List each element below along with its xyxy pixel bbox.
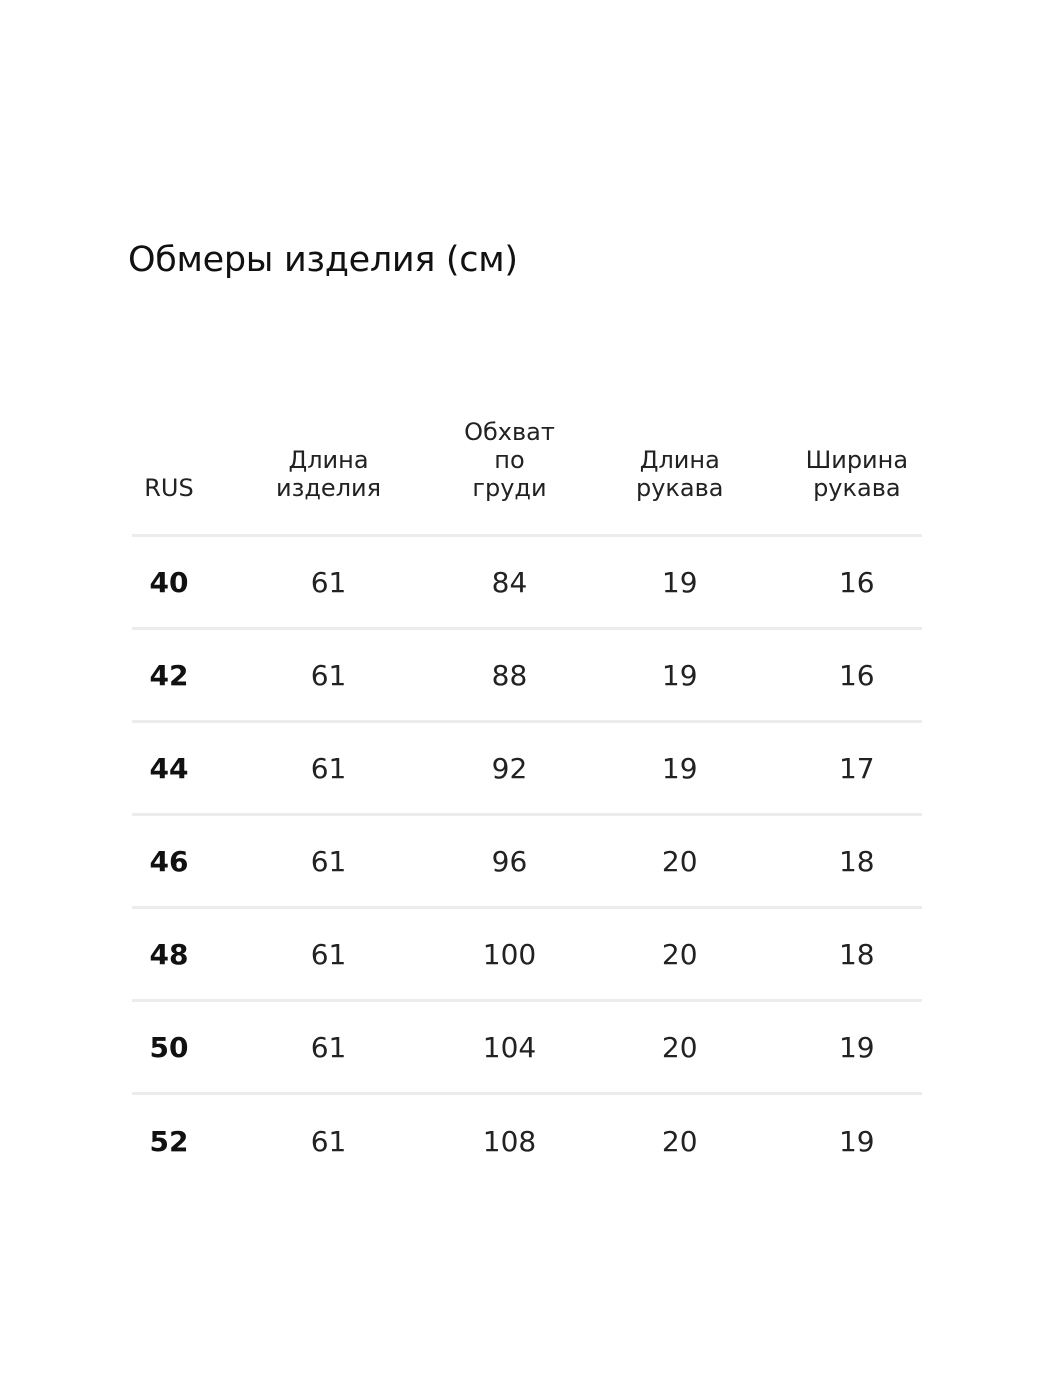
sleeve-width-cell: 19 bbox=[838, 1030, 875, 1064]
length-cell: 61 bbox=[310, 1125, 347, 1158]
sleeve-width-cell: 16 bbox=[838, 565, 875, 599]
size-cell: 46 bbox=[149, 844, 189, 878]
length-cell: 61 bbox=[310, 751, 347, 785]
sleeve-width-cell: 18 bbox=[838, 937, 875, 971]
size-table bbox=[132, 420, 922, 1188]
chest-cell: 84 bbox=[491, 565, 528, 599]
length-cell: 61 bbox=[310, 658, 347, 692]
page-title: Обмеры изделия (см) bbox=[128, 240, 518, 280]
chest-cell: 104 bbox=[482, 1030, 537, 1064]
length-cell: 61 bbox=[310, 937, 347, 971]
size-cell: 40 bbox=[149, 565, 189, 599]
size-cell: 52 bbox=[149, 1125, 189, 1158]
header-sleeve-width: Ширина рукава bbox=[805, 446, 909, 502]
header-sleeve-length: Длина рукава bbox=[635, 446, 724, 502]
table-row bbox=[132, 630, 922, 723]
table-row bbox=[132, 1095, 922, 1188]
sleeve-length-cell: 20 bbox=[661, 1030, 698, 1064]
sleeve-width-cell: 19 bbox=[838, 1125, 875, 1158]
header-chest: Обхват по груди bbox=[464, 418, 555, 502]
sleeve-length-cell: 20 bbox=[661, 1125, 698, 1158]
chest-cell: 88 bbox=[491, 658, 528, 692]
sleeve-width-cell: 16 bbox=[838, 658, 875, 692]
table-row bbox=[132, 816, 922, 909]
sleeve-width-cell: 18 bbox=[838, 844, 875, 878]
sleeve-width-cell: 17 bbox=[838, 751, 875, 785]
table-row bbox=[132, 1002, 922, 1095]
sleeve-length-cell: 19 bbox=[661, 565, 698, 599]
table-row bbox=[132, 723, 922, 816]
chest-cell: 96 bbox=[491, 844, 528, 878]
chest-cell: 92 bbox=[491, 751, 528, 785]
length-cell: 61 bbox=[310, 1030, 347, 1064]
length-cell: 61 bbox=[310, 565, 347, 599]
table-header-row bbox=[132, 420, 922, 537]
size-cell: 44 bbox=[149, 751, 189, 785]
sleeve-length-cell: 19 bbox=[661, 751, 698, 785]
table-row bbox=[132, 537, 922, 630]
size-cell: 50 bbox=[149, 1030, 189, 1064]
size-cell: 42 bbox=[149, 658, 189, 692]
sleeve-length-cell: 20 bbox=[661, 937, 698, 971]
chest-cell: 100 bbox=[482, 937, 537, 971]
header-length: Длина изделия bbox=[275, 446, 382, 502]
length-cell: 61 bbox=[310, 844, 347, 878]
sleeve-length-cell: 19 bbox=[661, 658, 698, 692]
chest-cell: 108 bbox=[482, 1125, 537, 1158]
table-row bbox=[132, 909, 922, 1002]
header-rus: RUS bbox=[144, 474, 194, 502]
sleeve-length-cell: 20 bbox=[661, 844, 698, 878]
size-cell: 48 bbox=[149, 937, 189, 971]
